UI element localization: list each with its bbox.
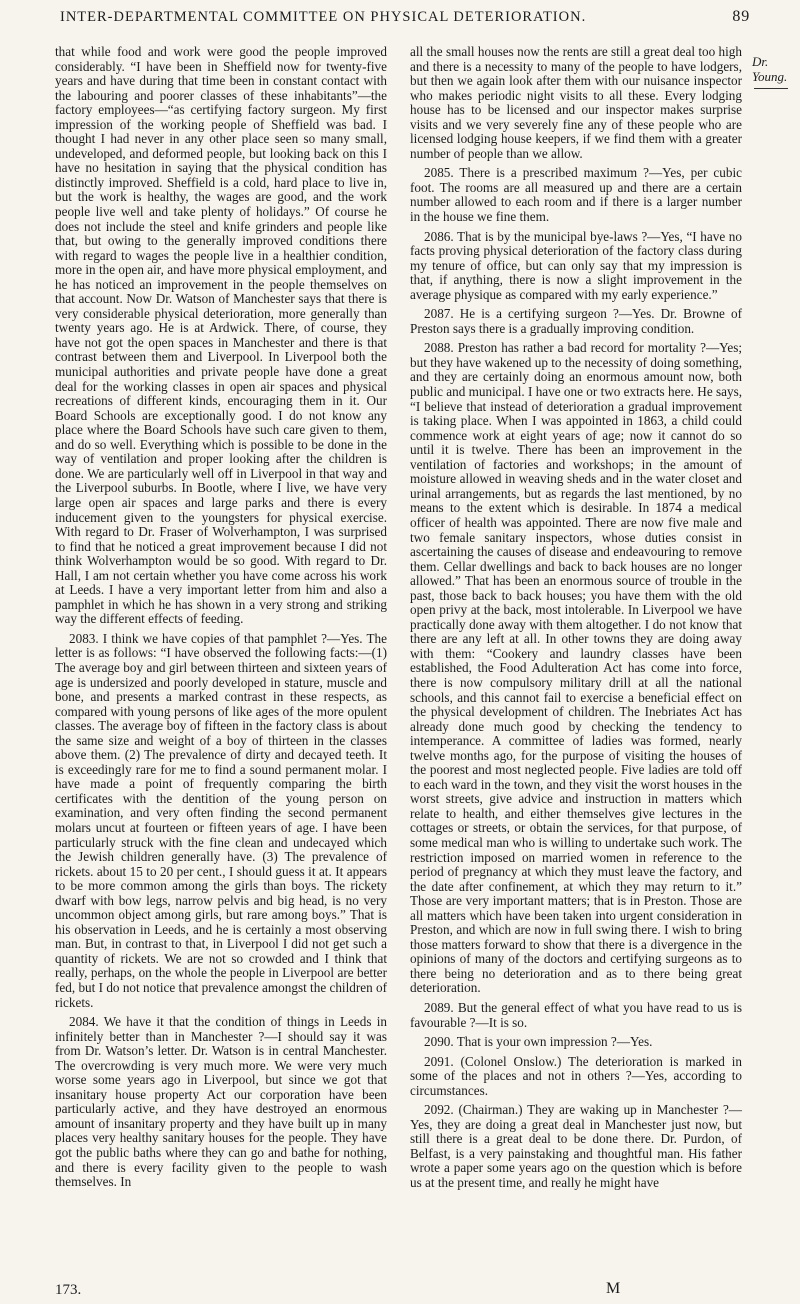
- paragraph: 2086. That is by the municipal bye-laws ?—Yes, “I have no facts proving physical deterioration of the factory class during my tenure of office, but can only say that my impression is that, if anything, there is now a slight improvement in the average physique as compared with my early experience.”: [410, 228, 742, 302]
- signature-mark-right: M: [606, 1280, 621, 1297]
- paragraph: 2090. That is your own impression ?—Yes.: [424, 1034, 653, 1050]
- right-column: [410, 45, 742, 1191]
- paragraph: 2088. Preston has rather a bad record for mortality ?—Yes; but they have wakened up to the necessity of doing something, and they are certainly doing an enormous amount now, both public and municipal. I have one or two extracts here. He says, “I believe that instead of deterioration a gradual improvement is taking place. When I was appointed in 1863, a child could commence work at eight years of age; now it cannot do so until it is twelve. There has been an improvement in the ventilation of factories and workshops; in the amount of moisture allowed in weaving sheds and in the water closet and urinal arrangements, but as regards the last mentioned, by no means to the extent which is desirable. In 1874 a medical officer of health was appointed. There are now five male and two female sanitary inspectors, whose duties consist in ascertaining the causes of disease and endeavouring to remove them. Cellar dwellings and back to back houses are no longer allowed.” That has been an enormous source of trouble in the past, those back to back houses; you have them with the old open privy at the back, most intolerable. In Liverpool we have practically done away with them altogether. I do not know that there are any left at all. In other towns they are doing away with them: “Cookery and laundry classes have been established, the Food Adulteration Act has come into force, there is now compulsory military drill at all the national schools, and this cannot fail to exercise a beneficial effect on the physical development of children. The Inebriates Act has already done much good by checking the tendency to intemperance. A committee of ladies was formed, nearly twelve months ago, for the purpose of visiting the houses of the poorest and most neglected people. Five ladies are told off to each ward in the town, and they visit the worst houses in the worst streets, give advice and instruction in matters which relate to health, and either themselves give lectures in the cottages or streets, or obtain the services, for that purpose, of some medical man who is willing to undertake such work. The restriction imposed on married women in reference to the period of pregnancy at which they must leave the factory, and the date after confinement, at which they may return to it.” Those are very important matters; that is in Preston. Those are all matters which have been taken into urgent consideration in Preston, and which are now in full swing there. I wish to bring those matters forward to show that there is a divergence in the opinions of many of the doctors and certifying surgeons as to there being no deterioration and as to there being great deterioration.: [410, 340, 742, 996]
- paragraph: 2083. I think we have copies of that pamphlet ?—Yes. The letter is as follows: “I have observed the following facts:—(1) The average boy and girl between thirteen and sixteen years of age is undersized and poorly developed in stature, muscle and bone, and presents a marked contrast in these respects, as compared with young persons of like ages of the more opulent classes. The average boy of fifteen in the factory class is about the same size and weight of a boy of thirteen in the classes above them. (2) The prevalence of dirty and decayed teeth. It is exceedingly rare for me to find a sound permanent molar. I have made a point of frequently comparing the birth certificates with the dentition of the young person on examination, and very often finding the second permanent molars uncut at fourteen or fifteen years of age. I have been particularly struck with the fine clean and undecayed which the Jewish children generally have. (3) The prevalence of rickets. about 15 to 20 per cent., I should guess it at. It appears to be more common among the girls than boys. The rickety dwarf with bow legs, narrow pelvis and big head, is no very uncommon object among girls, but rare among boys.” That is his observation in Leeds, and he is certainly a most observing man. But, in contrast to that, in Liverpool I did not get such a quantity of rickets. We are not so crowded and I think that really, perhaps, on the whole the people in Liverpool are better fed, but I do not notice that prevalence amongst the children of rickets.: [55, 630, 387, 1010]
- paragraph: 2087. He is a certifying surgeon ?—Yes. Dr. Browne of Preston says there is a gradually improving condition.: [410, 306, 742, 336]
- paragraph: 2092. (Chairman.) They are waking up in Manchester ?—Yes, they are doing a great deal in Manchester just now, but still there is a great deal to be done there. Dr. Purdon, of Belfast, is a very painstaking and thoughtful man. His father wrote a paper some years ago on the question which is before us at the present time, and really he might have: [410, 1102, 742, 1191]
- paragraph: 2089. But the general effect of what you have read to us is favourable ?—It is so.: [410, 1000, 742, 1030]
- margin-note-witness: [752, 54, 800, 89]
- left-column: [55, 45, 387, 1190]
- paragraph: all the small houses now the rents are still a great deal too high and there is a necessity to many of the people to have lodgers, but then we again look after them with our nuisance inspector who makes periodic night visits to all these. Every lodging house has to be licensed and our inspector makes surprise visits and we very severely fine any of these people who are licensed lodging house keepers, if we find them with a greater number of people than we allow.: [410, 44, 742, 161]
- paragraph: 2084. We have it that the condition of things in Leeds in infinitely better than in Manchester ?—I should say it was from Dr. Watson’s letter. Dr. Watson is in central Manchester. The overcrowding is very much more. We were very much worse some years ago in Liverpool, but since we got that insanitary house property Act our corporation have been particularly active, and they have destroyed an enormous amount of insanitary property and they have built up in many places very healthy sanitary houses for the people. They have got the public baths where they can go and bathe for nothing, and there is every facility given to the people to wash themselves. In: [55, 1014, 387, 1190]
- witness-name: Dr. Young.: [752, 54, 788, 84]
- paragraph: that while food and work were good the people improved considerably. “I have been in Sheffield now for twenty-five years and have during that time been in constant contact with the labouring and poorer classes of these inhabitants”—the factory employees—“as certifying factory surgeon. My first impression of the working people of Sheffield was bad. I thought I had never in any other place seen so many small, undeveloped, and deformed people, but looking back on this I have no hesitation in saying that the physical condition has distinctly improved. Sheffield is a cold, hard place to live in, but the work is healthy, the wages are good, and the work people live well and take plenty of holidays.” Of course he does not include the steel and knife grinders and people like that, but owing to the generally improved conditions there with regard to wages the people live in a healthier condition, more in the open air, and have more physical employment, and he has noticed an improvement in the people themselves on that account. Now Dr. Watson of Manchester says that there is very considerable physical deterioration, more generally than twenty years ago. He is at Ardwick. There, of course, they have not got the open spaces in Manchester and there is that contrast between them and Liverpool. In Liverpool both the municipal authorities and private people have done a great deal for the working classes in open air spaces and physical recreations of different kinds, encouraging them in it. Our Board Schools are exceptionally good. I do not know any place where the Board Schools have such care given to them, and do so well. Everything which is possible to be done in the way of ventilation and proper looking after the children is done. We are particularly well off in Liverpool in that way and the Liverpool suburbs. In Bootle, where I live, we have very large open air spaces and large parks and there is every inducement given to the youngsters for physical exercise. With regard to Dr. Fraser of Wolverhampton, I was surprised to find that he noticed a great improvement because I did not think Wolverhampton would be so good. With regard to Dr. Hall, I am not certain whether you have come across his work at Leeds. I have a very important letter from him and also a pamphlet in which he has shown in a very strong and striking way the different effects of feeding.: [55, 44, 387, 627]
- running-header: [60, 8, 750, 26]
- witness-rule: [754, 88, 788, 89]
- signature-mark-left: 173.: [55, 1282, 82, 1298]
- header-title: INTER-DEPARTMENTAL COMMITTEE ON PHYSICAL DETERIORATION.: [60, 9, 587, 25]
- page-number: 89: [732, 8, 750, 25]
- paragraph: 2085. There is a prescribed maximum ?—Yes, per cubic foot. The rooms are all measured up and there are a certain number allowed to each room and if there is a larger number in the house we fine them.: [410, 165, 742, 225]
- paragraph: 2091. (Colonel Onslow.) The deterioration is marked in some of the places and not in others ?—Yes, according to circumstances.: [410, 1053, 742, 1098]
